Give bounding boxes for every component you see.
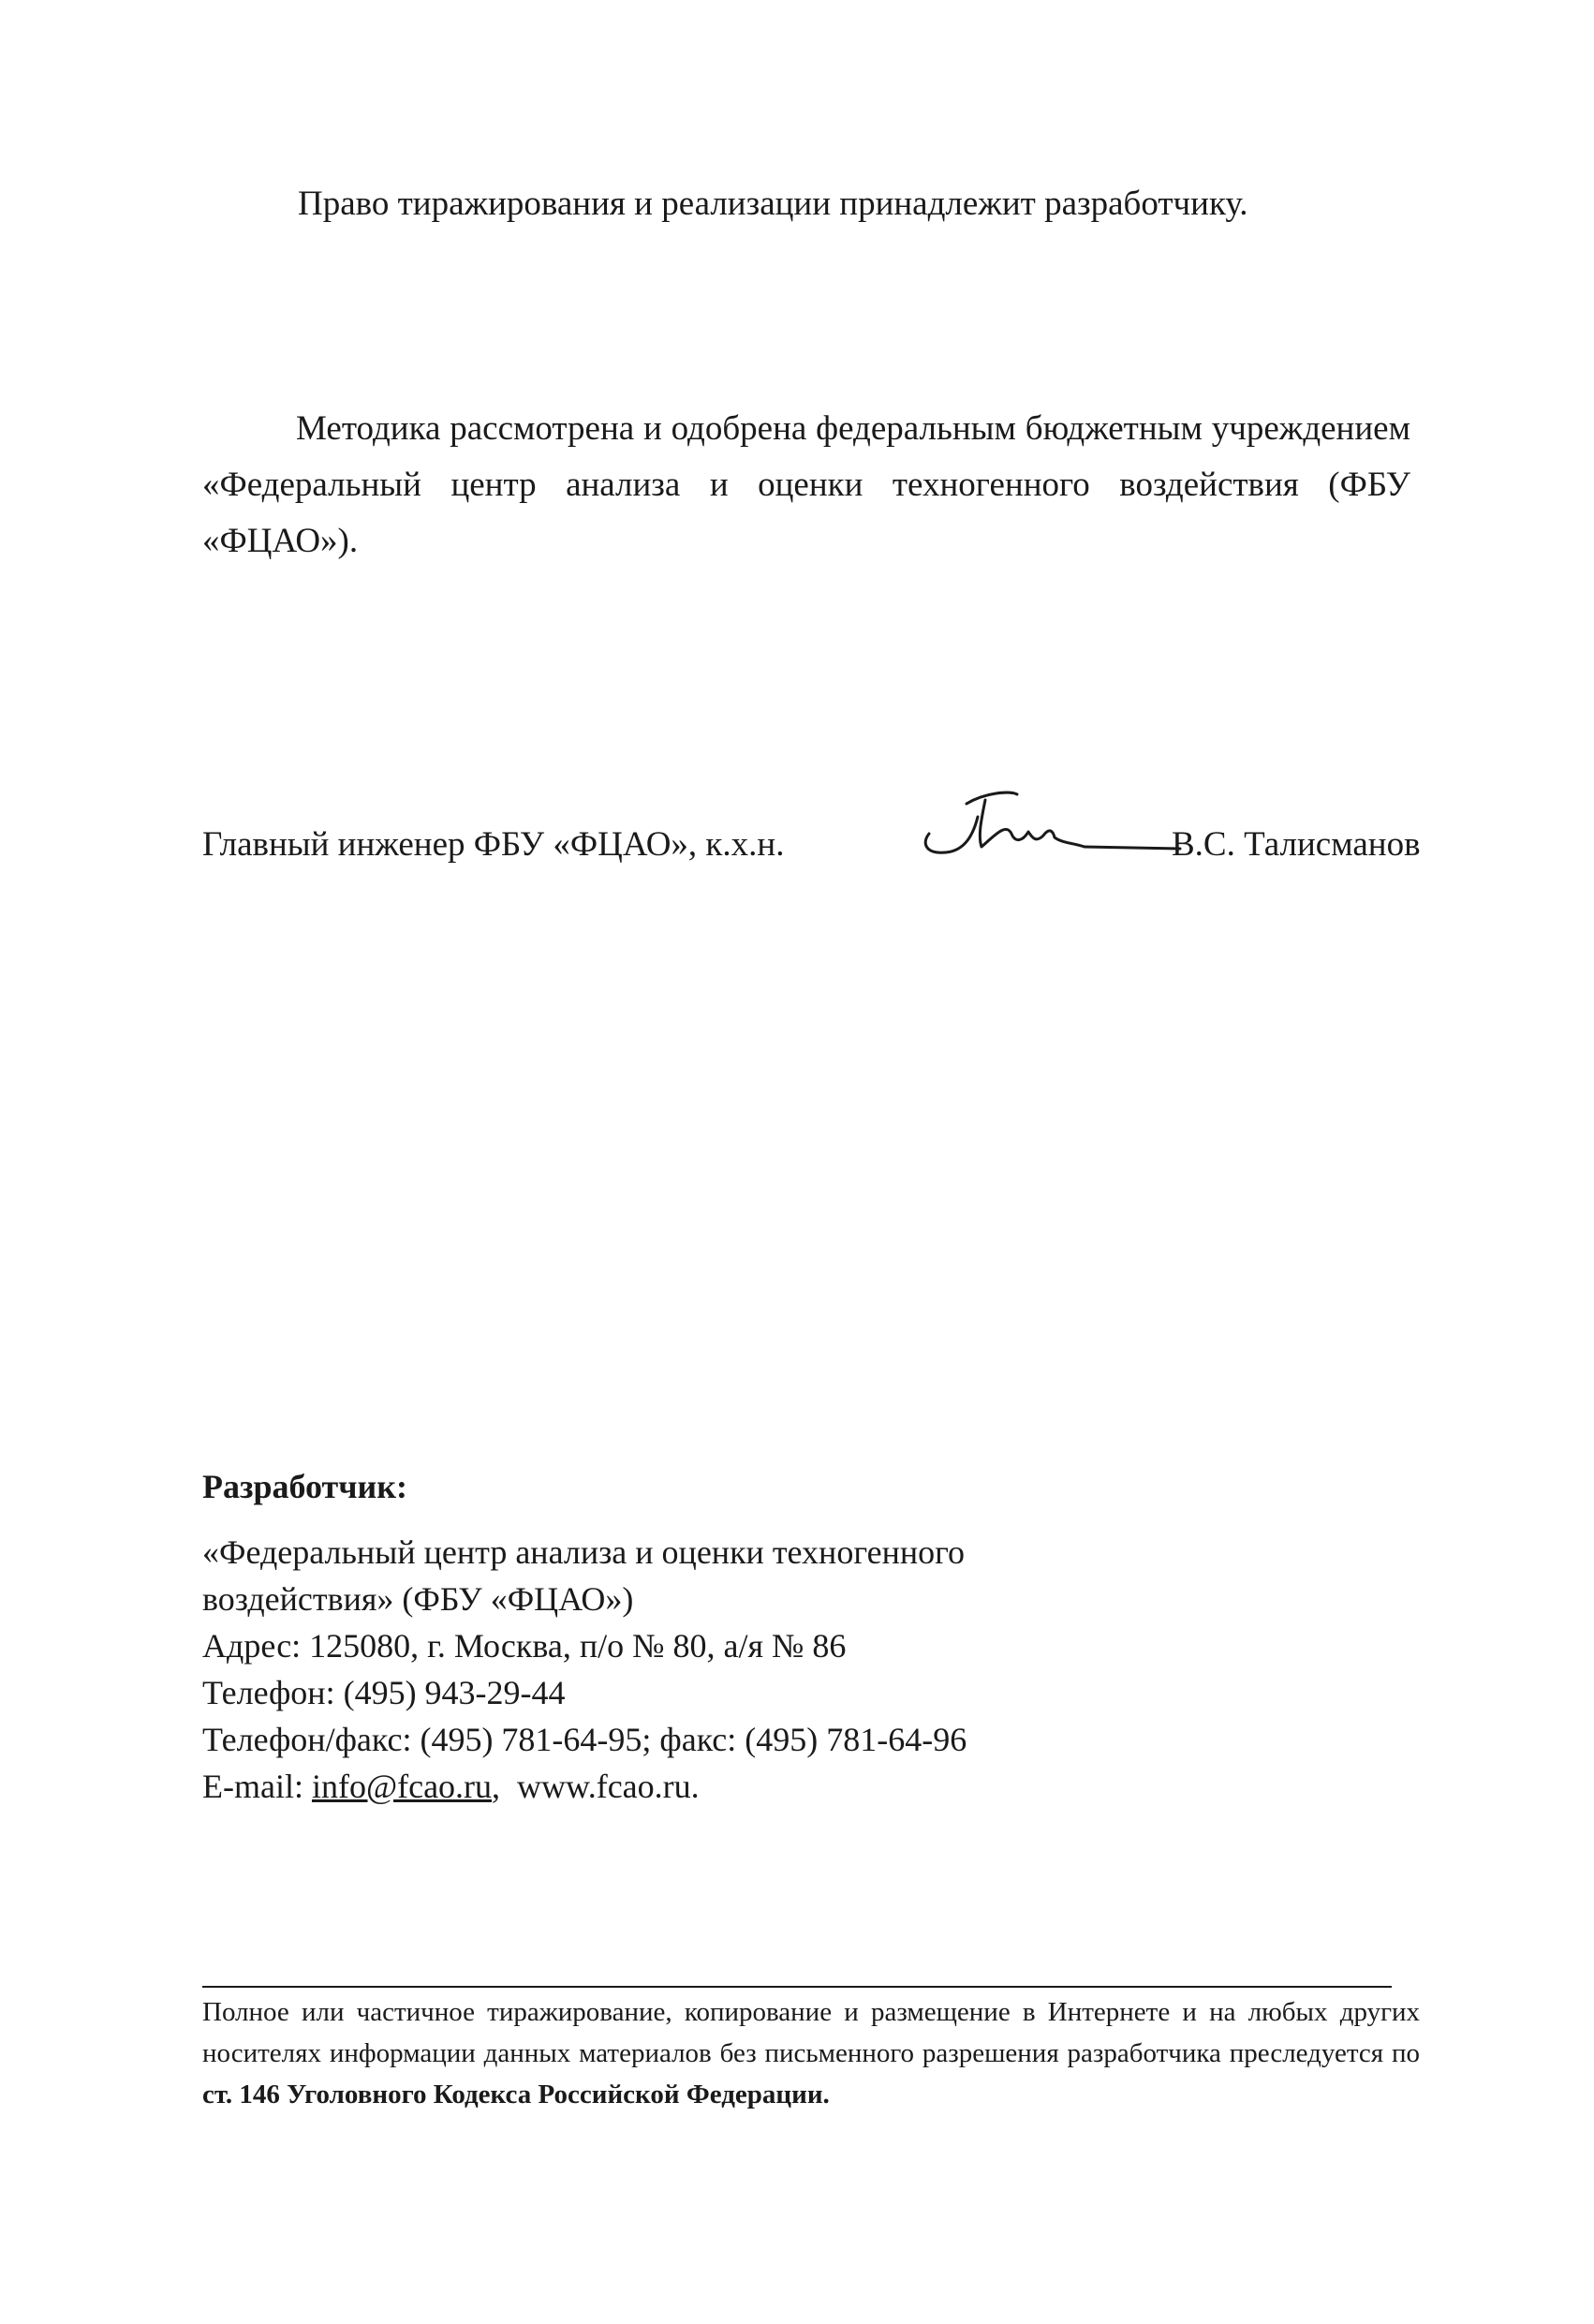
footer-text-bold: ст. 146 Уголовного Кодекса Российской Федерации. (202, 2080, 830, 2109)
signature-block (202, 824, 1457, 927)
website-link[interactable]: www.fcao.ru. (517, 1768, 700, 1805)
contacts-separator: , (492, 1768, 518, 1805)
handwritten-signature-graphic (912, 776, 1193, 869)
developer-org-line1: «Федеральный центр анализа и оценки техногенного (202, 1533, 965, 1571)
developer-org-line2: воздействия» (ФБУ «ФЦАО») (202, 1580, 634, 1618)
signatory-title: Главный инженер ФБУ «ФЦАО», к.х.н. (202, 825, 785, 864)
developer-address: Адрес: 125080, г. Москва, п/о № 80, а/я № 86 (202, 1627, 847, 1665)
rights-notice: Право тиражирования и реализации принадлежит разработчику. (298, 185, 1248, 223)
footer-legal-note (202, 1991, 1420, 2115)
developer-phone-fax: Телефон/факс: (495) 781-64-95; факс: (495) 781-64-96 (202, 1721, 967, 1758)
footer-text-main: Полное или частичное тиражирование, копирование и размещение в Интернете и на любых других носителях информации данных материалов без письменного разрешения разработчика преследуется по (202, 1997, 1420, 2068)
email-link[interactable]: info@fcao.ru (311, 1768, 493, 1805)
footer-divider (202, 1986, 1392, 1988)
signatory-name: В.С. Талисманов (1172, 825, 1421, 864)
email-label: E-mail: (202, 1768, 312, 1805)
developer-contacts (202, 1763, 967, 1810)
developer-phone: Телефон: (495) 943-29-44 (202, 1674, 566, 1711)
approval-paragraph: Методика рассмотрена и одобрена федеральным бюджетным учреждением «Федеральный центр анализа и оценки техногенного воздействия (ФБУ «ФЦАО»). (202, 409, 1410, 560)
developer-heading: Разработчик: (202, 1468, 407, 1505)
developer-block (202, 1463, 967, 1810)
